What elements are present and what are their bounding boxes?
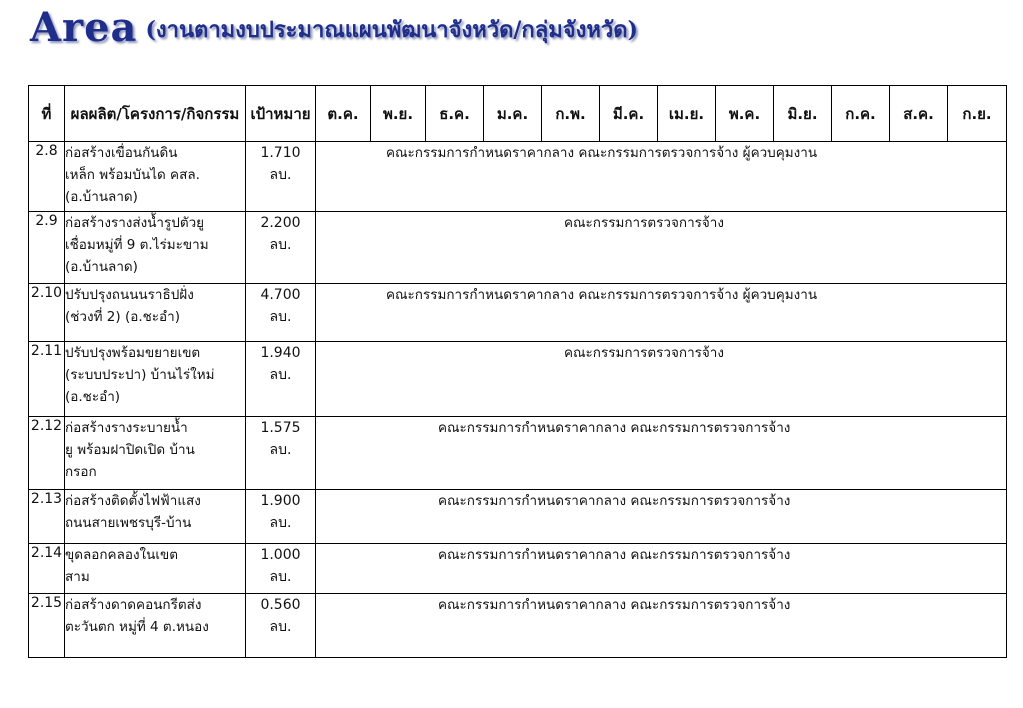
row-plan: คณะกรรมการกำหนดราคากลาง คณะกรรมการตรวจการจ้าง ผู้ควบคุมงาน [316, 142, 1007, 212]
row-number: 2.9 [29, 212, 65, 284]
row-activity: ขุดลอกคลองในเขต สาม [65, 544, 246, 594]
row-target: 4.700 ลบ. [246, 284, 316, 342]
header-month: ก.ย. [948, 86, 1007, 142]
header-activity: ผลผลิต/โครงการ/กิจกรรม [65, 86, 246, 142]
row-plan: คณะกรรมการกำหนดราคากลาง คณะกรรมการตรวจการจ้าง [316, 594, 1007, 658]
row-activity: ก่อสร้างรางระบายน้ำ ยู พร้อมฝาปิดเปิด บ้าน กรอก [65, 417, 246, 490]
page-title [30, 4, 638, 51]
row-plan: คณะกรรมการกำหนดราคากลาง คณะกรรมการตรวจการจ้าง [316, 417, 1007, 490]
row-target: 1.940 ลบ. [246, 342, 316, 417]
row-plan: คณะกรรมการกำหนดราคากลาง คณะกรรมการตรวจการจ้าง [316, 544, 1007, 594]
row-plan: คณะกรรมการตรวจการจ้าง [316, 212, 1007, 284]
row-activity: ก่อสร้างรางส่งน้ำรูปตัวยู เชื่อมหมู่ที่ 9 ต.ไร่มะขาม (อ.บ้านลาด) [65, 212, 246, 284]
row-activity: ก่อสร้างเขื่อนกันดิน เหล็ก พร้อมบันได คสล. (อ.บ้านลาด) [65, 142, 246, 212]
row-plan: คณะกรรมการตรวจการจ้าง [316, 342, 1007, 417]
row-target: 1.900 ลบ. [246, 490, 316, 544]
table-row [29, 342, 1007, 417]
table-row [29, 544, 1007, 594]
header-month: ส.ค. [890, 86, 948, 142]
title-subtitle: (งานตามงบประมาณแผนพัฒนาจังหวัด/กลุ่มจังหวัด) [145, 17, 638, 43]
row-activity: ปรับปรุงถนนนราธิปฝั่ง (ช่วงที่ 2) (อ.ชะอำ) [65, 284, 246, 342]
project-table [28, 85, 1007, 658]
row-target: 1.575 ลบ. [246, 417, 316, 490]
header-month: ก.พ. [542, 86, 600, 142]
header-month: ก.ค. [832, 86, 890, 142]
row-target: 1.000 ลบ. [246, 544, 316, 594]
row-target: 0.560 ลบ. [246, 594, 316, 658]
header-month: มิ.ย. [774, 86, 832, 142]
row-activity: ก่อสร้างดาดคอนกรีตส่ง ตะวันตก หมู่ที่ 4 ต.หนอง [65, 594, 246, 658]
row-number: 2.14 [29, 544, 65, 594]
table-row [29, 142, 1007, 212]
row-number: 2.8 [29, 142, 65, 212]
row-target: 1.710 ลบ. [246, 142, 316, 212]
table-row [29, 594, 1007, 658]
row-plan: คณะกรรมการกำหนดราคากลาง คณะกรรมการตรวจการจ้าง ผู้ควบคุมงาน [316, 284, 1007, 342]
header-month: พ.ย. [371, 86, 426, 142]
title-main: Area [30, 4, 138, 51]
header-target: เป้าหมาย [246, 86, 316, 142]
row-target: 2.200 ลบ. [246, 212, 316, 284]
row-number: 2.15 [29, 594, 65, 658]
header-month: ม.ค. [484, 86, 542, 142]
header-month: มี.ค. [600, 86, 658, 142]
row-activity: ก่อสร้างติดตั้งไฟฟ้าแสง ถนนสายเพชรบุรี-บ้าน [65, 490, 246, 544]
table-row [29, 284, 1007, 342]
header-row [29, 86, 1007, 142]
row-number: 2.10 [29, 284, 65, 342]
header-month: ธ.ค. [426, 86, 484, 142]
table-row [29, 417, 1007, 490]
row-number: 2.13 [29, 490, 65, 544]
row-number: 2.12 [29, 417, 65, 490]
row-activity: ปรับปรุงพร้อมขยายเขต (ระบบประปา) บ้านไร่ใหม่ (อ.ชะอำ) [65, 342, 246, 417]
header-no: ที่ [29, 86, 65, 142]
header-month: พ.ค. [716, 86, 774, 142]
row-plan: คณะกรรมการกำหนดราคากลาง คณะกรรมการตรวจการจ้าง [316, 490, 1007, 544]
header-month: เม.ย. [658, 86, 716, 142]
table-row [29, 490, 1007, 544]
table-row [29, 212, 1007, 284]
row-number: 2.11 [29, 342, 65, 417]
header-month: ต.ค. [316, 86, 371, 142]
